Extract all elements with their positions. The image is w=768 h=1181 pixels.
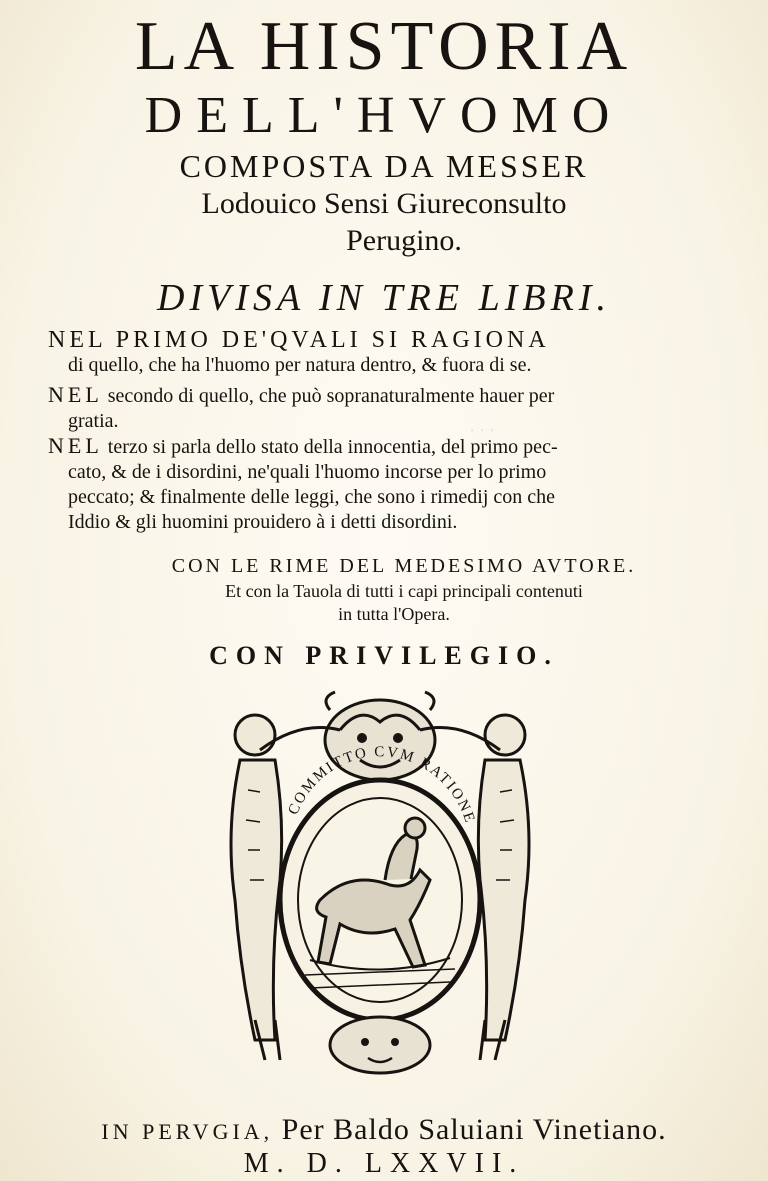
printers-device-woodcut [200, 690, 560, 1080]
book-two-line-2: gratia. [68, 410, 119, 432]
privilegio: CON PRIVILEGIO. [209, 641, 559, 670]
imprint-place: IN PERVGIA, [101, 1119, 274, 1144]
book-three-line-4: Iddio & gli huomini prouidero à i detti disordini. [68, 511, 458, 533]
book-two-paragraph [48, 382, 713, 434]
title-line-2: DELL'HVOMO [144, 87, 624, 144]
book-three-line-2: cato, & de i disordini, ne'quali l'huomo incorse per lo primo [68, 461, 547, 483]
book-one-line-1: NEL PRIMO DE'QVALI SI RAGIONA [48, 327, 550, 353]
title-line-1: LA HISTORIA [134, 8, 634, 85]
book-three-line-3: peccato; & finalmente delle leggi, che sono i rimedij con che [68, 486, 556, 508]
author-origin: Perugino. [346, 224, 462, 257]
title-line-3: COMPOSTA DA MESSER [179, 148, 589, 184]
lion-mask-icon [330, 1017, 430, 1073]
show-through-text: · · · [470, 420, 495, 442]
book-one-paragraph [48, 328, 713, 378]
imprint-line [0, 1112, 768, 1150]
tauola-note: Et con la Tauola di tutti i capi principali contenuti [225, 581, 583, 601]
book-two-line-1: secondo di quello, che può sopranaturalmente hauer per [107, 385, 555, 407]
imprint-printer: Per Baldo Saluiani Vinetiano. [281, 1113, 667, 1146]
book-three-lead: NEL [48, 433, 103, 458]
divisa-heading: DIVISA IN TRE LIBRI. [157, 277, 611, 319]
book-three-line-1: terzo si parla dello stato della innocentia, del primo pec- [107, 436, 558, 458]
device-motto: COMMITTO CVM RATIONE [285, 744, 478, 827]
imprint-date: M. D. LXXVII. [243, 1148, 525, 1179]
rime-note: CON LE RIME DEL MEDESIMO AVTORE. [171, 555, 637, 577]
book-two-lead: NEL [48, 382, 103, 407]
book-three-paragraph [48, 433, 713, 535]
author-name: Lodouico Sensi Giureconsulto [201, 187, 567, 220]
opera-note: in tutta l'Opera. [338, 604, 450, 624]
book-one-line-2: di quello, che ha l'huomo per natura dentro, & fuora di se. [68, 354, 532, 376]
